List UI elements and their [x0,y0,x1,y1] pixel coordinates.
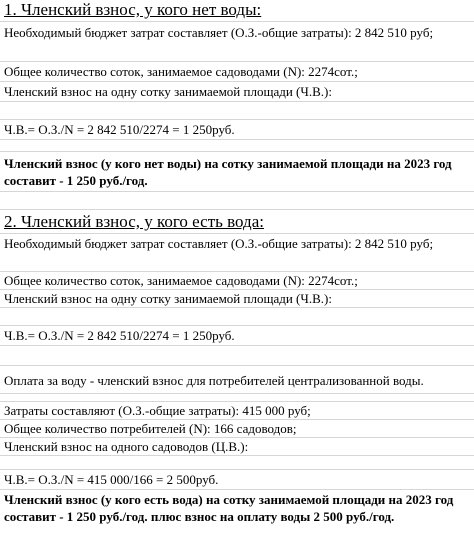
water-formula: Ч.В.= О.З./N = 415 000/166 = 2 500руб. [0,470,474,490]
section2-heading: 2. Членский взнос, у кого есть вода: [0,210,474,234]
water-consumers: Общее количество потребителей (N): 166 садоводов; [0,420,474,438]
section1-formula: Ч.В.= О.З./N = 2 842 510/2274 = 1 250руб. [0,120,474,140]
empty-row [0,456,474,470]
water-fee-definition: Членский взнос на одного садоводов (Ц.В.): [0,438,474,456]
empty-row [0,308,474,326]
section1-fee-definition: Членский взнос на одну сотку занимаемой площади (Ч.В.): [0,82,474,102]
empty-row [0,346,474,366]
water-title: Оплата за воду - членский взнос для потребителей централизованной воды. [0,366,474,394]
empty-row [0,394,474,402]
section1-result: Членский взнос (у кого нет воды) на сотку занимаемой площади на 2023 год составит - 1 250 руб./год. [0,152,474,192]
water-costs: Затраты составляют (О.З.-общие затраты): 415 000 руб; [0,402,474,420]
section2-fee-definition: Членский взнос на одну сотку занимаемой площади (Ч.В.): [0,290,474,308]
section2-formula: Ч.В.= О.З./N = 2 842 510/2274 = 1 250руб. [0,326,474,346]
section2-budget: Необходимый бюджет затрат составляет (О.З.-общие затраты): 2 842 510 руб; [0,234,474,272]
section1-heading: 1. Членский взнос, у кого нет воды: [0,0,474,22]
section2-plots: Общее количество соток, занимаемое садоводами (N): 2274сот.; [0,272,474,290]
empty-row [0,140,474,152]
section2-result: Членский взнос (у кого есть вода) на сотку занимаемой площади на 2023 год составит - 1 250 руб./год. плюс взнос на оплату воды 2 500 руб./год. [4,492,454,524]
section1-budget: Необходимый бюджет затрат составляет (О.З.-общие затраты): 2 842 510 руб; [0,22,474,62]
section1-plots: Общее количество соток, занимаемое садоводами (N): 2274сот.; [0,62,474,82]
empty-row [0,102,474,120]
empty-row [0,192,474,210]
